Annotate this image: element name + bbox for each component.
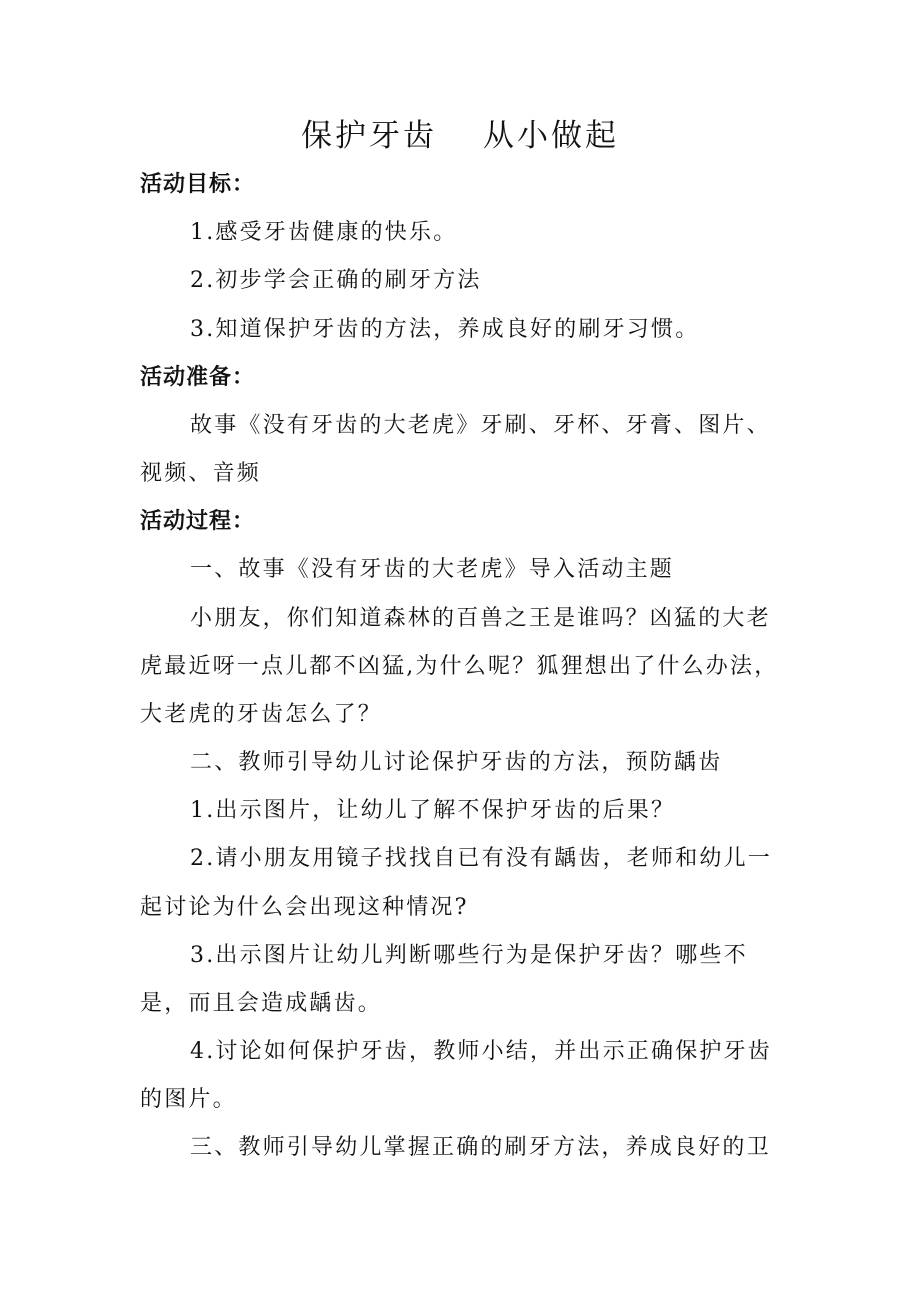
process-line-1: 一、故事《没有牙齿的大老虎》导入活动主题 [190, 557, 675, 582]
goal-item-2: 2.初步学会正确的刷牙方法 [190, 268, 482, 293]
process-line-12: 的图片。 [140, 1087, 237, 1112]
goal-item-3: 3.知道保护牙齿的方法，养成良好的刷牙习惯。 [190, 317, 700, 342]
process-line-4: 大老虎的牙齿怎么了？ [140, 702, 383, 727]
process-line-2: 小朋友，你们知道森林的百兽之王是谁吗？凶猛的大老 [190, 606, 771, 631]
process-line-10: 是，而且会造成龋齿。 [140, 991, 383, 1016]
preparation-heading: 活动准备： [140, 365, 256, 390]
title-part-1: 保护牙齿 [301, 118, 437, 154]
process-line-3: 虎最近呀一点儿都不凶猛,为什么呢？狐狸想出了什么办法， [140, 654, 779, 679]
process-line-7: 2.请小朋友用镜子找找自已有没有龋齿，老师和幼儿一 [190, 846, 772, 871]
process-line-11: 4.讨论如何保护牙齿，教师小结，并出示正确保护牙齿 [190, 1039, 772, 1064]
process-heading: 活动过程： [140, 509, 256, 534]
process-line-9: 3.出示图片让幼儿判断哪些行为是保护牙齿？哪些不 [190, 943, 748, 968]
process-line-13: 三、教师引导幼儿掌握正确的刷牙方法，养成良好的卫 [190, 1135, 771, 1160]
goals-heading: 活动目标： [140, 172, 256, 197]
process-line-8: 起讨论为什么会出现这种情况? [140, 895, 469, 920]
page-title [0, 116, 920, 156]
preparation-line-1: 故事《没有牙齿的大老虎》牙刷、牙杯、牙膏、图片、 [190, 413, 771, 438]
title-part-2: 从小做起 [483, 118, 619, 154]
preparation-line-2: 视频、音频 [140, 461, 262, 486]
process-line-5: 二、教师引导幼儿讨论保护牙齿的方法，预防龋齿 [190, 750, 723, 775]
goal-item-1: 1.感受牙齿健康的快乐。 [190, 220, 458, 245]
process-line-6: 1.出示图片，让幼儿了解不保护牙齿的后果？ [190, 798, 676, 823]
